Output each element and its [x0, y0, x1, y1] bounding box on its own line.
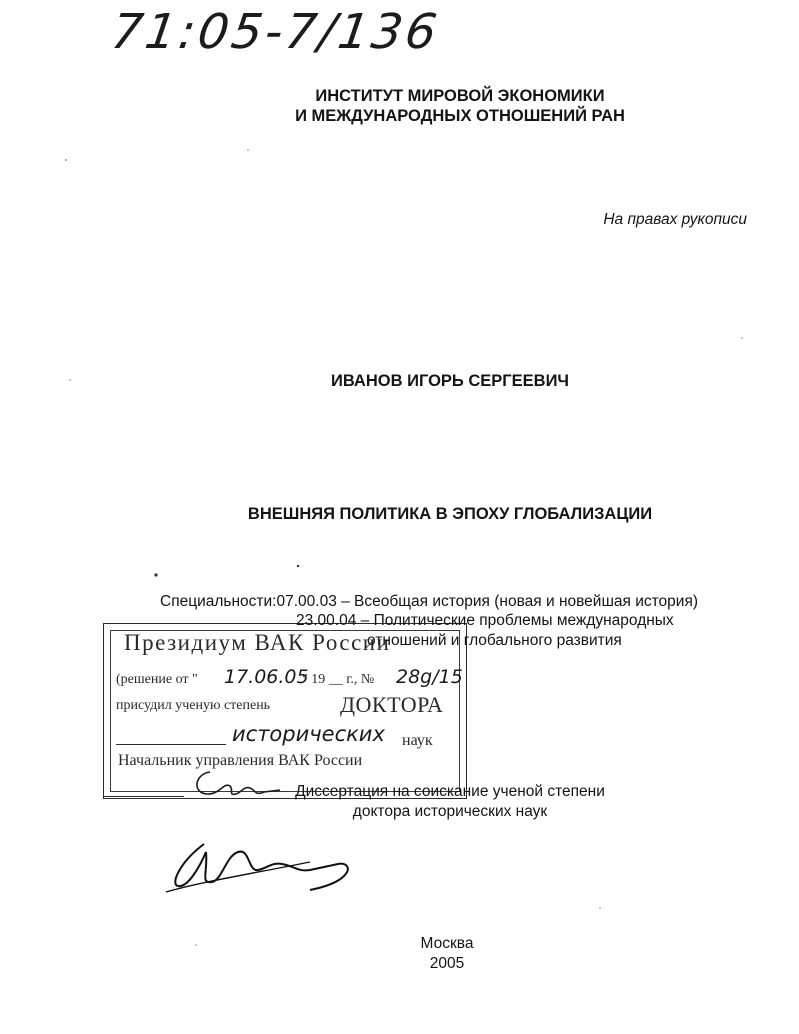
- signature-underline: [166, 862, 310, 892]
- archive-code: 71:05-7/136: [108, 4, 443, 60]
- stamp-decision-prefix: (решение от ": [116, 672, 198, 687]
- stamp-degree: ДОКТОРА: [340, 692, 444, 717]
- stamp-signature: [180, 764, 290, 804]
- dissertation-title: ВНЕШНЯЯ ПОЛИТИКА В ЭПОХУ ГЛОБАЛИЗАЦИИ: [247, 505, 653, 523]
- institute-line-2: И МЕЖДУНАРОДНЫХ ОТНОШЕНИЙ РАН: [295, 107, 625, 125]
- stamp-field-handwritten: исторических: [232, 722, 385, 746]
- stamp-decision-date: 17.06.05: [224, 666, 309, 688]
- speck: [599, 907, 601, 909]
- manuscript-rights-note: На правах рукописи: [603, 211, 747, 228]
- city: Москва: [420, 935, 474, 952]
- stamp-blank-line: [116, 744, 226, 745]
- year: 2005: [429, 955, 465, 972]
- degree-line-2: доктора исторических наук: [352, 803, 548, 820]
- speck: [297, 565, 299, 567]
- author-name: ИВАНОВ ИГОРЬ СЕРГЕЕВИЧ: [330, 372, 570, 390]
- author-signature: [160, 822, 360, 902]
- stamp-decision-number: 28g/15: [396, 666, 463, 688]
- institute-line-1: ИНСТИТУТ МИРОВОЙ ЭКОНОМИКИ: [315, 87, 605, 105]
- speck: [247, 149, 249, 151]
- stamp-title: Президиум ВАК России: [124, 630, 391, 655]
- stamp-awarded-label: присудил ученую степень: [116, 698, 271, 713]
- specialty-line-3: отношений и глобального развития: [367, 632, 622, 649]
- degree-line-1: Диссертация на соискание ученой степени: [295, 783, 605, 800]
- stamp-head-label: Начальник управления ВАК России: [118, 752, 363, 769]
- specialty-line-2: 23.00.04 – Политические проблемы международных: [296, 612, 674, 629]
- stamp-signature-line: [104, 796, 184, 797]
- specialty-line-1: Специальности:07.00.03 – Всеобщая история (новая и новейшая история): [160, 593, 699, 610]
- speck: [69, 379, 71, 381]
- speck: [741, 337, 743, 339]
- stamp-sciences-label: наук: [402, 732, 433, 749]
- speck: [154, 573, 157, 576]
- signature-stroke: [197, 772, 280, 794]
- stamp-decision-mid: " 19 __ г., №: [302, 672, 375, 687]
- speck: [65, 159, 67, 161]
